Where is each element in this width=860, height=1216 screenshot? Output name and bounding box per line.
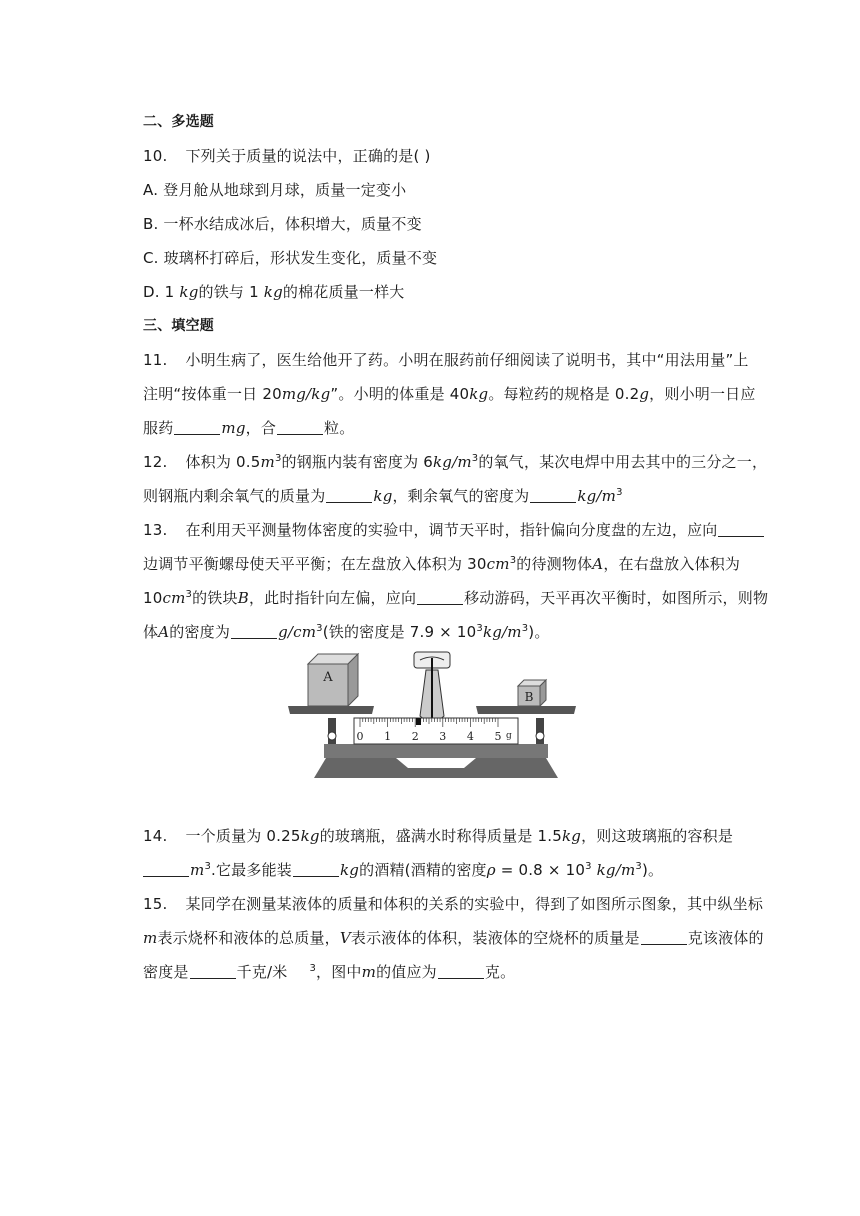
- text: 10: [143, 589, 163, 607]
- left-pan: [288, 706, 374, 714]
- text: 密度是: [143, 963, 189, 981]
- text: ，合: [245, 419, 277, 437]
- text: 的待测物体: [516, 555, 593, 573]
- answer-blank[interactable]: [718, 522, 764, 537]
- answer-blank[interactable]: [530, 488, 576, 503]
- right-screw: [536, 732, 544, 740]
- text: .它最多能装: [211, 861, 292, 879]
- text: 克。: [484, 963, 516, 981]
- answer-blank[interactable]: [641, 930, 687, 945]
- question-13-line-1: [143, 520, 765, 540]
- question-15-line-3: [143, 962, 515, 982]
- answer-blank[interactable]: [143, 862, 189, 877]
- variable: m: [361, 963, 377, 981]
- question-number: 13.: [143, 521, 168, 539]
- question-12-line-1: [143, 452, 767, 472]
- text: 粒。: [324, 419, 355, 437]
- text: )。: [528, 623, 550, 641]
- text: 在利用天平测量物体密度的实验中，调节天平时，指针偏向分度盘的左边，应向: [185, 521, 718, 539]
- option-d-text: D. 1: [143, 283, 180, 301]
- text: 则钢瓶内剩余氧气的质量为: [143, 487, 326, 505]
- question-text: 小明生病了，医生给他开了药。小明在服药前仔细阅读了说明书，其中“用法用量”上: [185, 351, 749, 369]
- text: 克该液体的: [687, 929, 764, 947]
- text: ，图中: [316, 963, 362, 981]
- scale-beam: [324, 744, 548, 758]
- question-number: 14.: [143, 827, 168, 845]
- block-a-side: [348, 654, 358, 706]
- answer-blank[interactable]: [417, 590, 463, 605]
- superscript: 3: [521, 623, 529, 634]
- scale-ruler: [354, 718, 518, 744]
- unit: kg: [469, 385, 489, 403]
- unit: kg: [339, 861, 360, 879]
- unit: kg: [373, 487, 393, 505]
- answer-blank[interactable]: [438, 964, 484, 979]
- scale-base-notch: [396, 758, 476, 768]
- answer-blank[interactable]: [326, 488, 372, 503]
- text: = 0.8 × 10: [495, 861, 586, 879]
- superscript: 3: [471, 453, 479, 464]
- ruler-label: 4: [466, 730, 474, 743]
- answer-blank[interactable]: [174, 420, 220, 435]
- superscript: 3: [309, 963, 317, 974]
- option-c[interactable]: C. 玻璃杯打碎后，形状发生变化，质量不变: [143, 249, 438, 267]
- superscript: 3: [185, 589, 193, 600]
- text: ，剩余氧气的密度为: [392, 487, 530, 505]
- text: 的钢瓶内装有密度为 6: [281, 453, 434, 471]
- text: 的玻璃瓶，盛满水时称得质量是 1.5: [319, 827, 562, 845]
- question-11-line-3: [143, 418, 354, 438]
- question-13-line-3: [143, 588, 768, 608]
- superscript: 3: [274, 453, 282, 464]
- question-text: 下列关于质量的说法中，正确的是( ): [185, 147, 431, 165]
- text: 的酒精(酒精的密度: [359, 861, 487, 879]
- rider-weight[interactable]: [416, 718, 421, 725]
- question-number: 15.: [143, 895, 168, 913]
- question-13-line-4: [143, 622, 550, 642]
- text: 的值应为: [376, 963, 437, 981]
- superscript: 3: [316, 623, 323, 634]
- text: 边调节平衡螺母使天平平衡；在左盘放入体积为 30: [143, 555, 487, 573]
- option-d-text: 的棉花质量一样大: [282, 283, 405, 301]
- unit: kg/m: [482, 623, 522, 641]
- unit: kg: [179, 283, 199, 301]
- unit: kg: [263, 283, 283, 301]
- text: 。每粒药的规格是 0.2: [488, 385, 640, 403]
- option-d-text: 的铁与 1: [198, 283, 264, 301]
- text: 服药: [143, 419, 174, 437]
- answer-blank[interactable]: [231, 624, 277, 639]
- variable: ρ: [486, 861, 496, 879]
- question-10-stem: [143, 146, 431, 166]
- section-heading-multi-choice: 二、多选题: [143, 114, 214, 130]
- text: 表示液体的体积，装液体的空烧杯的质量是: [350, 929, 640, 947]
- text: )。: [641, 861, 664, 879]
- text: ，则这玻璃瓶的容积是: [581, 827, 734, 845]
- answer-blank[interactable]: [293, 862, 339, 877]
- variable: A: [592, 555, 604, 573]
- question-11-line-2: [143, 384, 756, 404]
- ruler-label: 0: [356, 730, 364, 743]
- unit: mg/kg: [281, 385, 331, 403]
- variable: B: [237, 589, 249, 607]
- option-a[interactable]: A. 登月舱从地球到月球，质量一定变小: [143, 181, 407, 199]
- unit: m: [190, 861, 205, 879]
- answer-blank[interactable]: [277, 420, 323, 435]
- text: 千克/米: [236, 963, 288, 981]
- ruler-label: 2: [411, 730, 419, 743]
- question-14-line-1: [143, 826, 733, 846]
- question-13-line-2: [143, 554, 740, 574]
- ruler-label: 3: [439, 730, 447, 743]
- option-b[interactable]: B. 一杯水结成冰后，体积增大，质量不变: [143, 215, 422, 233]
- unit: kg: [561, 827, 582, 845]
- text: 表示烧杯和液体的总质量，: [157, 929, 340, 947]
- unit: kg/m: [433, 453, 472, 471]
- question-number: 11.: [143, 351, 168, 369]
- superscript: 3: [204, 861, 211, 872]
- unit: g/cm: [278, 623, 317, 641]
- block-a-label: A: [323, 670, 333, 685]
- question-15-line-1: [143, 894, 763, 914]
- question-11-line-1: [143, 350, 749, 370]
- unit: mg: [221, 419, 246, 437]
- unit: cm: [486, 555, 510, 573]
- answer-blank[interactable]: [190, 964, 236, 979]
- right-pan: [476, 706, 576, 714]
- text: 的密度为: [169, 623, 231, 641]
- unit: g: [639, 385, 650, 403]
- unit: kg: [300, 827, 320, 845]
- text: ，此时指针向左偏，应向: [248, 589, 417, 607]
- block-b-label: B: [524, 690, 534, 704]
- option-d[interactable]: [143, 282, 404, 302]
- text: 一个质量为 0.25: [185, 827, 301, 845]
- ruler-unit-label: g: [506, 731, 512, 741]
- text: ，则小明一日应: [649, 385, 756, 403]
- text: ”。小明的体重是 40: [330, 385, 470, 403]
- unit: m: [260, 453, 275, 471]
- unit: cm: [162, 589, 186, 607]
- text: 某同学在测量某液体的质量和体积的关系的实验中，得到了如图所示图象，其中纵坐标: [185, 895, 764, 913]
- question-number: 10.: [143, 147, 168, 165]
- question-14-line-2: [143, 860, 663, 880]
- left-screw: [328, 732, 336, 740]
- section-heading-fill-blank: 三、填空题: [143, 318, 214, 334]
- text: 体积为 0.5: [185, 453, 261, 471]
- question-number: 12.: [143, 453, 168, 471]
- text: (铁的密度是 7.9 × 10: [322, 623, 477, 641]
- text: 的氧气，某次电焊中用去其中的三分之一，: [478, 453, 768, 471]
- question-15-line-2: [143, 928, 764, 948]
- unit: kg/m: [596, 861, 636, 879]
- balance-scale-figure: [286, 646, 586, 786]
- ruler-label: 1: [384, 730, 392, 743]
- text: 的铁块: [192, 589, 238, 607]
- variable: V: [339, 929, 351, 947]
- superscript: 3: [635, 861, 642, 872]
- text: 体: [143, 623, 159, 641]
- unit: kg/m: [577, 487, 617, 505]
- text: 注明“按体重一日 20: [143, 385, 282, 403]
- superscript: 3: [585, 861, 592, 872]
- superscript: 3: [509, 555, 517, 566]
- question-12-line-2: [143, 486, 623, 506]
- superscript: 3: [476, 623, 483, 634]
- text: ，在右盘放入体积为: [603, 555, 741, 573]
- text: 移动游码，天平再次平衡时，如图所示，则物: [464, 589, 769, 607]
- variable: A: [158, 623, 170, 641]
- variable: m: [143, 929, 158, 947]
- superscript: 3: [616, 487, 623, 498]
- ruler-label: 5: [494, 730, 502, 743]
